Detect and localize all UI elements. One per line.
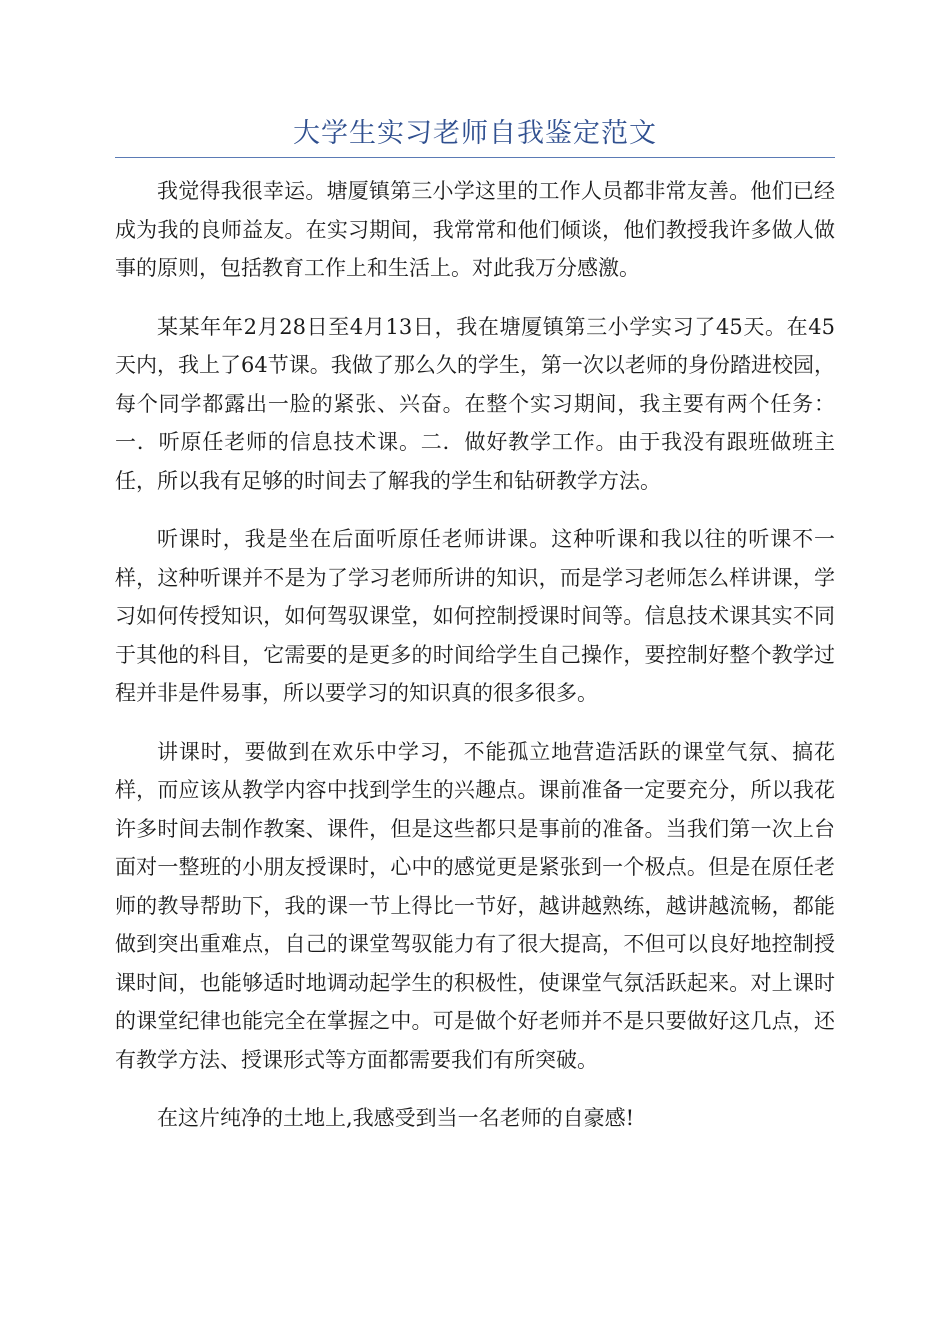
- document-body: [115, 172, 835, 1158]
- title-block: [115, 112, 835, 158]
- paragraph-2: 某某年年2月28日至4月13日，我在塘厦镇第三小学实习了45天。在45天内，我上了64节课。我做了那么久的学生，第一次以老师的身份踏进校园，每个同学都露出一脸的紧张、兴奋。在整个实习期间，我主要有两个任务：一．听原任老师的信息技术课。二．做好教学工作。由于我没有跟班做班主任，所以我有足够的时间去了解我的学生和钻研教学方法。: [115, 314, 835, 493]
- page-title: 大学生实习老师自我鉴定范文: [293, 118, 657, 149]
- paragraph-1: 我觉得我很幸运。塘厦镇第三小学这里的工作人员都非常友善。他们已经成为我的良师益友。在实习期间，我常常和他们倾谈，他们教授我许多做人做事的原则，包括教育工作上和生活上。对此我万分感激。: [115, 179, 835, 280]
- paragraph-5: 在这片纯净的土地上,我感受到当一名老师的自豪感!: [157, 1106, 635, 1130]
- paragraph-4: 讲课时，要做到在欢乐中学习，不能孤立地营造活跃的课堂气氛、搞花样，而应该从教学内容中找到学生的兴趣点。课前准备一定要充分，所以我花许多时间去制作教案、课件，但是这些都只是事前的准备。当我们第一次上台面对一整班的小朋友授课时，心中的感觉更是紧张到一个极点。但是在原任老师的教导帮助下，我的课一节上得比一节好，越讲越熟练，越讲越流畅，都能做到突出重难点，自己的课堂驾驭能力有了很大提高，不但可以良好地控制授课时间，也能够适时地调动起学生的积极性，使课堂气氛活跃起来。对上课时的课堂纪律也能完全在掌握之中。可是做个好老师并不是只要做好这几点，还有教学方法、授课形式等方面都需要我们有所突破。: [115, 739, 835, 1072]
- paragraph-3: 听课时，我是坐在后面听原任老师讲课。这种听课和我以往的听课不一样，这种听课并不是为了学习老师所讲的知识，而是学习老师怎么样讲课，学习如何传授知识，如何驾驭课堂，如何控制授课时间等。信息技术课其实不同于其他的科目，它需要的是更多的时间给学生自己操作，要控制好整个教学过程并非是件易事，所以要学习的知识真的很多很多。: [115, 527, 835, 705]
